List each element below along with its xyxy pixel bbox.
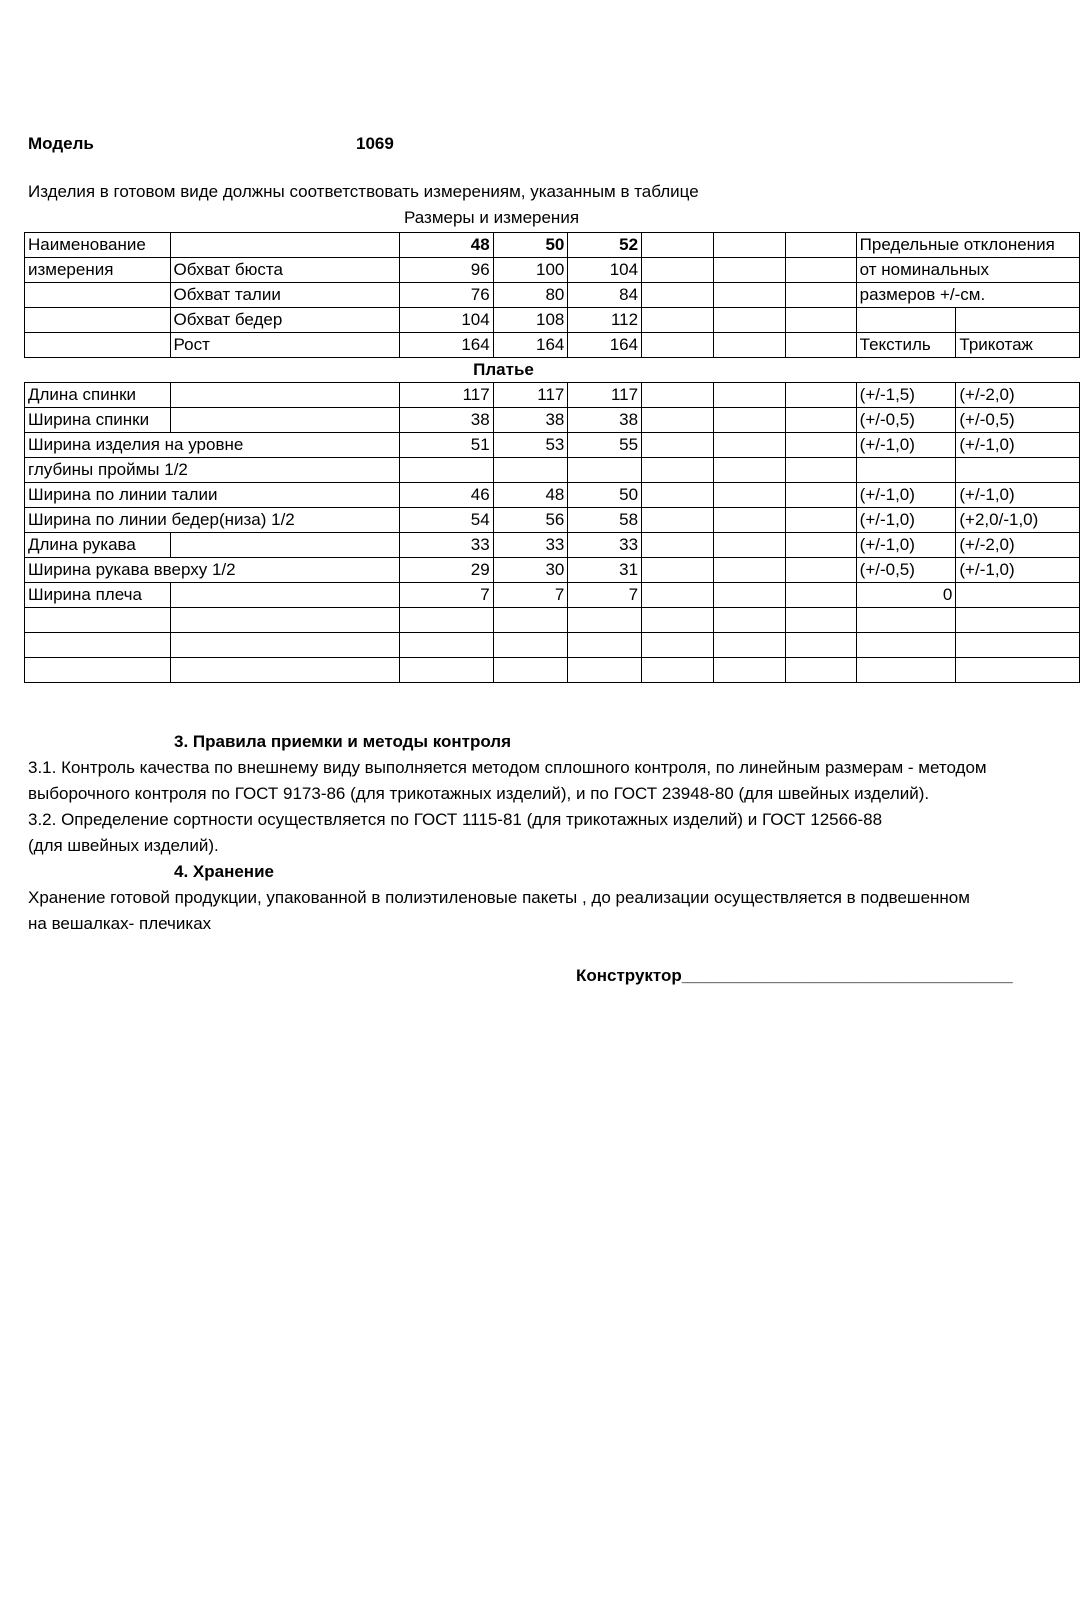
measure-name: Обхват бедер: [170, 308, 399, 333]
value-cell: 76: [399, 283, 493, 308]
body-measure-row: [25, 258, 1080, 283]
value-cell: 55: [568, 433, 642, 458]
measure-name: Обхват бюста: [170, 258, 399, 283]
knit-tolerance: (+/-2,0): [956, 383, 1080, 408]
knit-tolerance: (+2,0/-1,0): [956, 508, 1080, 533]
textile-tolerance: [856, 458, 956, 483]
section4-line2: на вешалках- плечиках: [28, 914, 212, 933]
tolerance-header-cont: размеров +/-см.: [856, 283, 1079, 308]
name-header-cont: измерения: [25, 258, 171, 283]
value-cell: 50: [568, 483, 642, 508]
garment-row: [25, 558, 1080, 583]
value-cell: 7: [399, 583, 493, 608]
value-cell: 56: [493, 508, 568, 533]
size-header: 52: [568, 233, 642, 258]
value-cell: [399, 458, 493, 483]
garment-row: [25, 433, 1080, 458]
value-cell: 33: [493, 533, 568, 558]
garment-row: [25, 508, 1080, 533]
knit-tolerance: (+/-1,0): [956, 433, 1080, 458]
knit-tolerance: (+/-1,0): [956, 558, 1080, 583]
row-name: Длина спинки: [25, 383, 171, 408]
value-cell: 58: [568, 508, 642, 533]
body-measure-row: [25, 308, 1080, 333]
garment-row: [25, 533, 1080, 558]
value-cell: 38: [568, 408, 642, 433]
size-header: 48: [399, 233, 493, 258]
row-name: Ширина спинки: [25, 408, 171, 433]
empty-row: [25, 658, 1080, 683]
knit-tolerance: (+/-1,0): [956, 483, 1080, 508]
measure-name: Рост: [170, 333, 399, 358]
row-name: Ширина рукава вверху 1/2: [25, 558, 400, 583]
value-cell: 164: [493, 333, 568, 358]
value-cell: [568, 458, 642, 483]
value-cell: 104: [568, 258, 642, 283]
value-cell: 96: [399, 258, 493, 283]
section3-p2-line1: 3.2. Определение сортности осуществляется по ГОСТ 1115-81 (для трикотажных изделий) и ГОСТ 12566-88: [28, 810, 883, 829]
textile-tolerance: (+/-1,0): [856, 508, 956, 533]
value-cell: 38: [493, 408, 568, 433]
value-cell: 33: [568, 533, 642, 558]
value-cell: 33: [399, 533, 493, 558]
tolerance-header: Предельные отклонения: [856, 233, 1079, 258]
value-cell: 51: [399, 433, 493, 458]
row-name: Длина рукава: [25, 533, 171, 558]
knit-tolerance: (+/-2,0): [956, 533, 1080, 558]
table-caption: Размеры и измерения: [404, 208, 580, 227]
section-title: Платье: [473, 360, 534, 379]
garment-row: [25, 408, 1080, 433]
value-cell: 117: [399, 383, 493, 408]
measurements-table: [24, 232, 1080, 683]
section3-p1-line2: выборочного контроля по ГОСТ 9173-86 (для трикотажных изделий), и по ГОСТ 23948-80 (для швейных изделий).: [28, 784, 930, 803]
textile-tolerance: (+/-0,5): [856, 558, 956, 583]
value-cell: 29: [399, 558, 493, 583]
textile-tolerance: 0: [856, 583, 956, 608]
value-cell: 104: [399, 308, 493, 333]
value-cell: 7: [493, 583, 568, 608]
value-cell: 31: [568, 558, 642, 583]
value-cell: 164: [399, 333, 493, 358]
value-cell: 108: [493, 308, 568, 333]
name-header: Наименование: [25, 233, 171, 258]
tolerance-header-cont: от номинальных: [856, 258, 1079, 283]
value-cell: 112: [568, 308, 642, 333]
value-cell: 80: [493, 283, 568, 308]
textile-header: Текстиль: [856, 333, 956, 358]
empty-row: [25, 608, 1080, 633]
intro-text: Изделия в готовом виде должны соответствовать измерениям, указанным в таблице: [28, 182, 699, 201]
value-cell: 46: [399, 483, 493, 508]
value-cell: 54: [399, 508, 493, 533]
value-cell: 38: [399, 408, 493, 433]
section4-line1: Хранение готовой продукции, упакованной в полиэтиленовые пакеты , до реализации осуществляется в подвешенном: [28, 888, 970, 907]
row-name: Ширина изделия на уровне: [25, 433, 400, 458]
value-cell: [493, 458, 568, 483]
row-name: Ширина по линии бедер(низа) 1/2: [25, 508, 400, 533]
row-name: глубины проймы 1/2: [25, 458, 400, 483]
knit-tolerance: (+/-0,5): [956, 408, 1080, 433]
value-cell: 84: [568, 283, 642, 308]
garment-row: [25, 383, 1080, 408]
garment-row: [25, 483, 1080, 508]
value-cell: 7: [568, 583, 642, 608]
section4-title: 4. Хранение: [174, 862, 274, 881]
value-cell: 117: [493, 383, 568, 408]
row-name: Ширина плеча: [25, 583, 171, 608]
table-head-row-1: [25, 233, 1080, 258]
garment-row: [25, 458, 1080, 483]
textile-tolerance: (+/-1,0): [856, 433, 956, 458]
value-cell: 53: [493, 433, 568, 458]
knit-header: Трикотаж: [956, 333, 1080, 358]
textile-tolerance: (+/-1,5): [856, 383, 956, 408]
value-cell: 30: [493, 558, 568, 583]
empty-row: [25, 633, 1080, 658]
knit-tolerance: [956, 458, 1080, 483]
signature-line: [576, 966, 1013, 986]
section3-p2-line2: (для швейных изделий).: [28, 836, 219, 855]
size-header: 50: [493, 233, 568, 258]
body-measure-row: [25, 333, 1080, 358]
garment-row: [25, 583, 1080, 608]
signature-label: Конструктор: [576, 966, 682, 985]
model-number: 1069: [356, 134, 394, 153]
section-row: [25, 358, 1080, 383]
measure-name: Обхват талии: [170, 283, 399, 308]
section3-p1-line1: 3.1. Контроль качества по внешнему виду выполняется методом сплошного контроля, по линейным размерам - методом: [28, 758, 987, 777]
textile-tolerance: (+/-1,0): [856, 533, 956, 558]
knit-tolerance: [956, 583, 1080, 608]
model-label: Модель: [28, 134, 94, 153]
signature-blank: ___________________________________: [681, 966, 1013, 985]
empty-rows: [25, 608, 1080, 683]
value-cell: 100: [493, 258, 568, 283]
textile-tolerance: (+/-0,5): [856, 408, 956, 433]
textile-tolerance: (+/-1,0): [856, 483, 956, 508]
value-cell: 164: [568, 333, 642, 358]
body-measure-row: [25, 283, 1080, 308]
value-cell: 117: [568, 383, 642, 408]
garment-rows: [25, 383, 1080, 608]
value-cell: 48: [493, 483, 568, 508]
row-name: Ширина по линии талии: [25, 483, 400, 508]
section3-title: 3. Правила приемки и методы контроля: [174, 732, 512, 751]
